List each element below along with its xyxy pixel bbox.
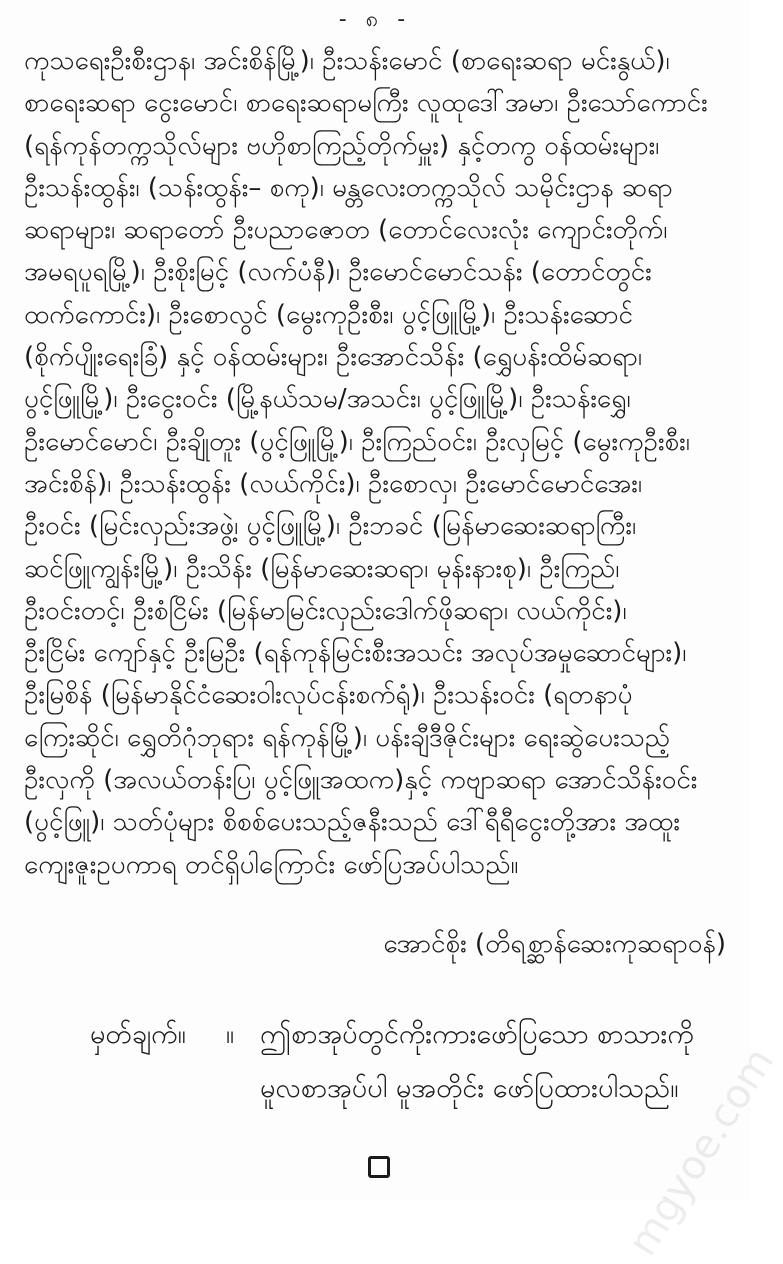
text-line: ဦးသန်းထွန်း၊ (သန်းထွန်း– စကု)၊ မန္တလေးတက္ကသိုလ် သမိုင်းဌာန ဆရာ: [24, 172, 673, 203]
text-line: ဦးလှကို (အလယ်တန်းပြ၊ ပွင့်ဖြူအထက)နှင့် ကဗျာဆရာ အောင်သိန်းဝင်း: [24, 765, 698, 796]
page-number: - ၈ -: [338, 7, 412, 32]
text-line: ဦးဝင်းတင့်၊ ဦးစံငြိမ်း (မြန်မာမြင်းလှည်းဒေါက်ဖိုဆရာ၊ လယ်ကိုင်း)၊: [24, 595, 627, 626]
note-mark: ။: [225, 1019, 235, 1050]
text-line: အင်းစိန်)၊ ဦးသန်းထွန်း (လယ်ကိုင်း)၊ ဦးစောလှ၊ ဦးမောင်မောင်အေး၊: [24, 468, 642, 499]
text-line: ပွင့်ဖြူမြို့)၊ ဦးငွေးဝင်း (မြို့နယ်သမ/အသင်း၊ ပွင့်ဖြူမြို့)၊ ဦးသန်းရွှေ၊: [24, 384, 631, 415]
text-line: (စိုက်ပျိုးရေးခြံ) နှင့် ဝန်ထမ်းများ၊ ဦးအောင်သိန်း (ရွှေပန်းထိမ်ဆရာ၊: [24, 342, 642, 373]
text-line: ဦးမြစိန် (မြန်မာနိုင်ငံဆေးဝါးလုပ်ငန်းစက်ရုံ)၊ ဦးသန်းဝင်း (ရတနာပုံ: [24, 680, 633, 711]
body-paragraph: [24, 40, 730, 886]
text-line: အမရပူရမြို့)၊ ဦးစိုးမြင့် (လက်ပံနီ)၊ ဦးမောင်မောင်သန်း (တောင်တွင်း: [24, 257, 652, 288]
text-line: ဆရာများ၊ ဆရာတော် ဦးပညာဇောတ (တောင်လေးလုံး ကျောင်းတိုက်၊: [24, 215, 668, 246]
text-line: ဦးမောင်မောင်၊ ဦးချိုတူး (ပွင့်ဖြူမြို့)၊ ဦးကြည်ဝင်း၊ ဦးလှမြင့် (မွေးကုဦးစီး၊: [24, 426, 690, 457]
note-row-2: [90, 1062, 730, 1116]
text-line: ဦးငြိမ်း ကျော်နှင့် ဦးမြဦး (ရန်ကုန်မြင်းစီးအသင်း အလုပ်အမှုဆောင်များ)၊: [24, 638, 687, 669]
note-block: [90, 1008, 730, 1116]
text-line: ကုသရေးဦးစီးဌာန၊ အင်းစိန်မြို့)၊ ဦးသန်းမောင် (စာရေးဆရာ မင်းနွယ်)၊: [24, 46, 670, 76]
text-line: ထက်ကောင်း)၊ ဦးစောလွင် (မွေးကုဦးစီး၊ ပွင့်ဖြူမြို့)၊ ဦးသန်းဆောင်: [24, 299, 633, 330]
text-line: (ရန်ကုန်တက္ကသိုလ်များ ဗဟိုစာကြည့်တိုက်မှူး) နှင့်တကွ ဝန်ထမ်းများ၊: [24, 130, 660, 161]
text-line: (ပွင့်ဖြူ)၊ သတ်ပုံများ စိစစ်ပေးသည့်ဇနီးသည် ဒေါ်ရီရီငွေးတို့အား အထူး: [24, 807, 680, 838]
note-row-1: [90, 1008, 730, 1062]
note-label: မှတ်ချက်။: [90, 1019, 186, 1050]
text-line: ကြေးဆိုင်၊ ရွှေတိဂုံဘုရား ရန်ကုန်မြို့)၊ ပန်းချီဒီဇိုင်းများ ရေးဆွဲပေးသည့်: [24, 722, 671, 753]
note-line-2: မူလစာအုပ်ပါ မူအတိုင်း ဖော်ပြထားပါသည်။: [260, 1073, 679, 1104]
text-line: စာရေးဆရာ ငွေးမောင်၊ စာရေးဆရာမကြီး လူထုဒေါ်အမာ၊ ဦးသော်ကောင်း: [24, 88, 708, 119]
text-line: ကျေးဇူးဥပကာရ တင်ရှိပါကြောင်း ဖော်ပြအပ်ပါသည်။: [24, 849, 519, 880]
text-line: ဦးဝင်း (မြင်းလှည်းအဖွဲ့၊ ပွင့်ဖြူမြို့)၊ ဦးဘခင် (မြန်မာဆေးဆရာကြီး၊: [24, 511, 637, 542]
note-indent: [90, 1062, 260, 1116]
note-line-1: ဤစာအုပ်တွင်ကိုးကားဖော်ပြသော စာသားကို: [260, 1019, 694, 1050]
text-line: ဆင်ဖြူကျွန်းမြို့)၊ ဦးသိန်း (မြန်မာဆေးဆရာ၊ မုန်းနားစု)၊ ဦးကြည်၊: [24, 553, 620, 584]
author-signature: အောင်စိုး (တိရစ္ဆာန်ဆေးကုဆရာဝန်): [383, 929, 726, 959]
watermark: mgyoe.com: [619, 1040, 783, 1264]
end-mark-icon: [368, 1156, 390, 1178]
